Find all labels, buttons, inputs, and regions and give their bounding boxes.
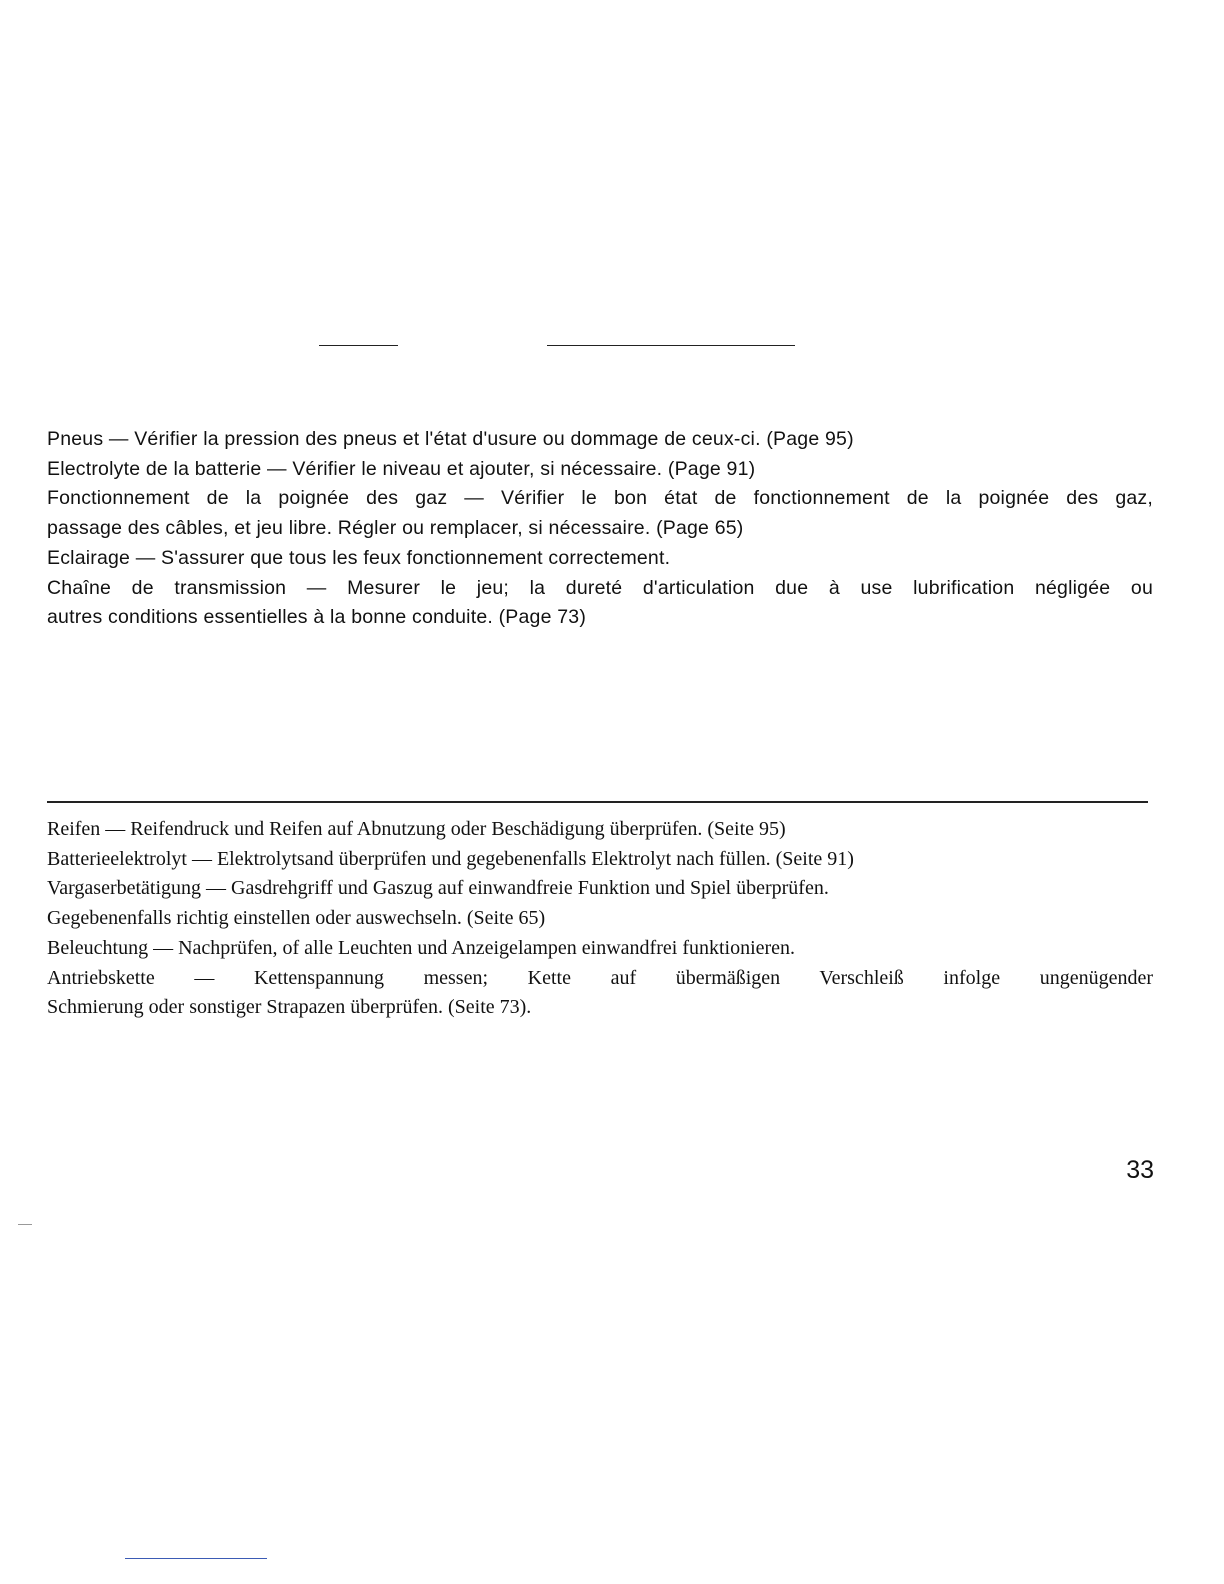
- french-line-throttle: Fonctionnement de la poignée des gaz — Vérifier le bon état de fonctionnement de la poignée des gaz,: [47, 487, 1153, 510]
- page-number: 33: [1126, 1156, 1154, 1184]
- french-line-throttle-cont: passage des câbles, et jeu libre. Régler ou remplacer, si nécessaire. (Page 65): [47, 517, 744, 540]
- german-maintenance-list: [47, 815, 1153, 1023]
- top-rule-left: [319, 345, 398, 346]
- french-line-battery: Electrolyte de la batterie — Vérifier le niveau et ajouter, si nécessaire. (Page 91): [47, 457, 756, 480]
- german-line-tires: Reifen — Reifendruck und Reifen auf Abnutzung oder Beschädigung überprüfen. (Seite 95): [47, 818, 786, 840]
- german-line-chain-cont: Schmierung oder sonstiger Strapazen überprüfen. (Seite 73).: [47, 996, 532, 1019]
- german-line-throttle: Vargaserbetätigung — Gasdrehgriff und Gaszug auf einwandfreie Funktion und Spiel überprüfen.: [47, 877, 829, 900]
- french-line-chain: Chaîne de transmission — Mesurer le jeu; la dureté d'articulation due à use lubrification négligée ou: [47, 576, 1153, 599]
- top-rule-right: [547, 345, 795, 346]
- german-line-chain: Antriebskette — Kettenspannung messen; Kette auf übermäßigen Verschleiß infolge ungenügender: [47, 966, 1153, 989]
- margin-mark: [18, 1224, 32, 1225]
- french-line-tires: Pneus — Vérifier la pression des pneus et l'état d'usure ou dommage de ceux-ci. (Page 95): [47, 428, 854, 450]
- french-line-chain-cont: autres conditions essentielles à la bonne conduite. (Page 73): [47, 606, 587, 629]
- german-line-battery: Batterieelektrolyt — Elektrolytsand überprüfen und gegebenenfalls Elektrolyt nach füllen. (Seite 91): [47, 847, 854, 870]
- german-line-throttle-cont: Gegebenenfalls richtig einstellen oder auswechseln. (Seite 65): [47, 907, 546, 930]
- french-line-lighting: Eclairage — S'assurer que tous les feux fonctionnement correctement.: [47, 546, 671, 569]
- bottom-rule: [125, 1558, 267, 1559]
- german-line-lighting: Beleuchtung — Nachprüfen, of alle Leuchten und Anzeigelampen einwandfrei funktionieren.: [47, 936, 796, 959]
- section-divider: [47, 801, 1148, 803]
- french-maintenance-list: [47, 425, 1153, 633]
